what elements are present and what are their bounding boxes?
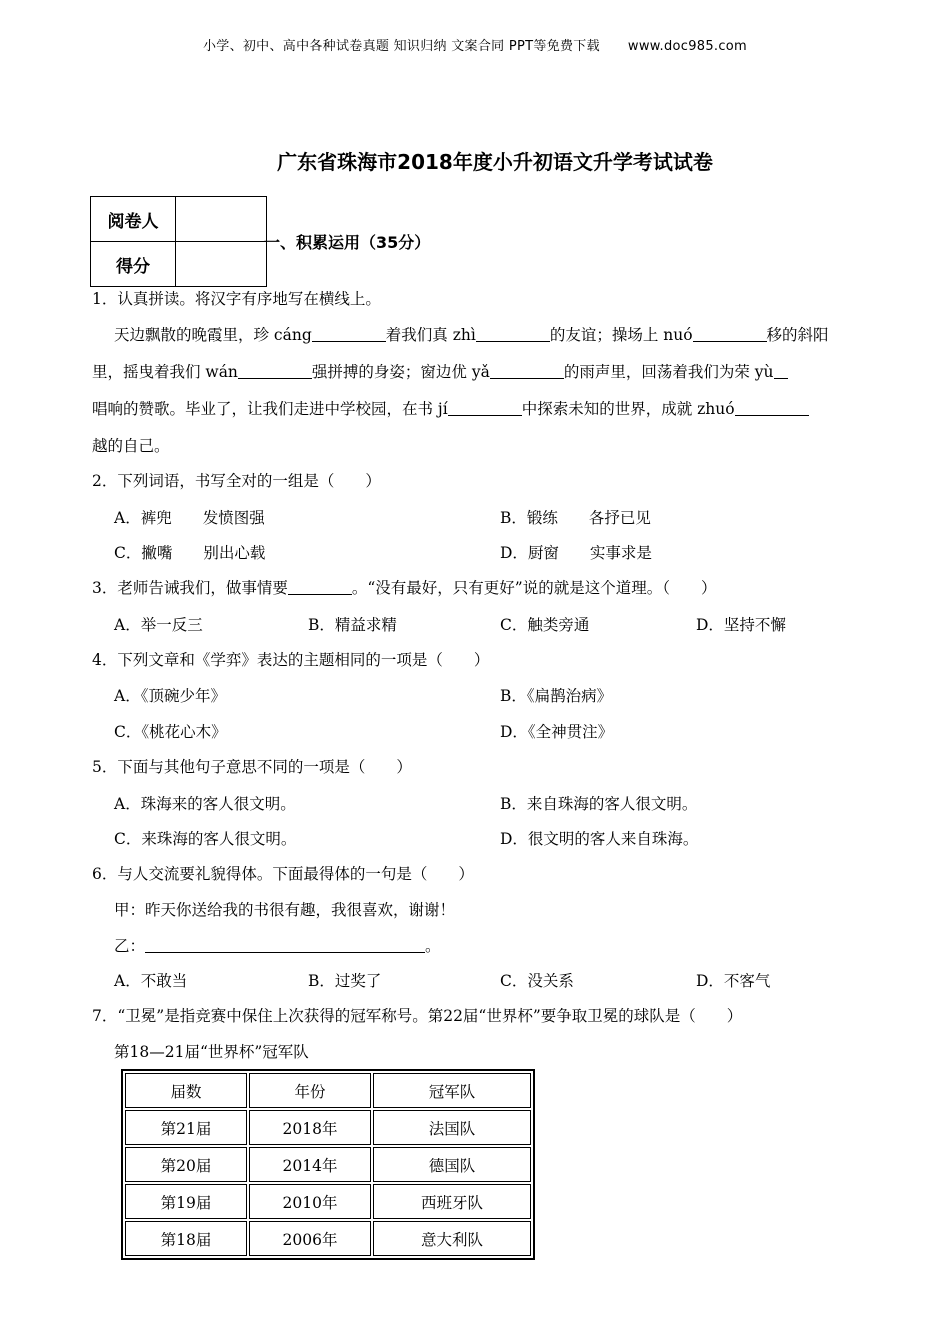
blank[interactable] [288, 579, 352, 596]
q5-option-c[interactable]: C．来珠海的客人很文明。 [114, 830, 297, 848]
page-header [0, 35, 950, 54]
score-box [90, 196, 267, 287]
q1-stem: 1．认真拼读。将汉字有序地写在横线上。 [92, 290, 381, 308]
q6-dialogue-jia: 甲：昨天你送给我的书很有趣，我很喜欢，谢谢！ [114, 901, 456, 919]
q6-option-a[interactable]: A．不敢当 [114, 972, 188, 990]
q4-option-d[interactable]: D．《全神贯注》 [500, 723, 614, 741]
header-site[interactable]: www.doc985.com [627, 39, 748, 54]
table-cell: 第19届 [125, 1184, 247, 1219]
blank[interactable] [448, 400, 522, 417]
q1-para-line3: 唱响的赞歌。毕业了，让我们走进中学校园，在书 jí 中探索未知的世界，成就 zhuó [92, 397, 809, 419]
blank[interactable] [774, 363, 788, 380]
q5-option-a[interactable]: A．珠海来的客人很文明。 [114, 795, 296, 813]
champions-table [121, 1069, 535, 1260]
table-row [125, 1147, 531, 1182]
table-row [125, 1110, 531, 1145]
table-cell: 第18届 [125, 1221, 247, 1256]
blank[interactable] [312, 326, 386, 343]
q1-para-line1: 天边飘散的晚霞里，珍 cáng 着我们真 zhì 的友谊；操场上 nuó 移的斜阳 [114, 326, 829, 344]
q1-para-line4: 越的自己。 [92, 437, 170, 455]
header-cell: 届数 [125, 1073, 247, 1108]
table-cell: 2006年 [249, 1221, 371, 1256]
answer-blank[interactable] [145, 937, 425, 954]
table-cell: 第21届 [125, 1110, 247, 1145]
q6-option-d[interactable]: D．不客气 [696, 972, 771, 990]
table-cell: 西班牙队 [373, 1184, 531, 1219]
q3-option-d[interactable]: D．坚持不懈 [696, 616, 786, 634]
q3-stem: 3．老师告诫我们，做事情要 。“没有最好，只有更好”说的就是这个道理。（ ） [92, 579, 717, 597]
q4-stem: 4．下列文章和《学弈》表达的主题相同的一项是（ ） [92, 651, 490, 669]
blank[interactable] [693, 326, 767, 343]
q5-stem: 5．下面与其他句子意思不同的一项是（ ） [92, 758, 412, 776]
q7-stem: 7．“卫冕”是指竞赛中保住上次获得的冠军称号。第22届“世界杯”要争取卫冕的球队是（ ） [92, 1007, 743, 1025]
q6-stem: 6．与人交流要礼貌得体。下面最得体的一句是（ ） [92, 865, 474, 883]
table-cell: 德国队 [373, 1147, 531, 1182]
table-header-row [125, 1073, 531, 1108]
score-label: 得分 [91, 242, 176, 287]
reviewer-label: 阅卷人 [91, 197, 176, 242]
q2-option-d[interactable]: D．厨窗 实事求是 [500, 544, 652, 562]
q6-option-b[interactable]: B．过奖了 [308, 972, 382, 990]
q2-option-a[interactable]: A．裤兜 发愤图强 [114, 509, 265, 527]
table-cell: 2014年 [249, 1147, 371, 1182]
table-row [125, 1184, 531, 1219]
q7-table-caption: 第18—21届“世界杯”冠军队 [114, 1043, 309, 1061]
q5-option-d[interactable]: D．很文明的客人来自珠海。 [500, 830, 699, 848]
blank[interactable] [238, 363, 312, 380]
q4-option-c[interactable]: C．《桃花心木》 [114, 723, 227, 741]
q1-para-line2: 里，摇曳着我们 wán 强拼搏的身姿；窗边优 yǎ 的雨声里，回荡着我们为荣 yù [92, 360, 788, 382]
table-cell: 意大利队 [373, 1221, 531, 1256]
blank[interactable] [490, 363, 564, 380]
q2-stem: 2．下列词语，书写全对的一组是（ ） [92, 472, 381, 490]
q6-dialogue-yi: 乙： 。 [114, 937, 441, 955]
q6-option-c[interactable]: C．没关系 [500, 972, 574, 990]
table-row [125, 1221, 531, 1256]
reviewer-cell [176, 197, 267, 242]
table-cell: 第20届 [125, 1147, 247, 1182]
q3-option-c[interactable]: C．触类旁通 [500, 616, 590, 634]
q3-option-b[interactable]: B．精益求精 [308, 616, 397, 634]
header-cell: 年份 [249, 1073, 371, 1108]
q2-option-b[interactable]: B．锻练 各抒已见 [500, 509, 651, 527]
header-text: 小学、初中、高中各种试卷真题 知识归纳 文案合同 PPT等免费下载 [202, 39, 600, 54]
header-cell: 冠军队 [373, 1073, 531, 1108]
q2-option-c[interactable]: C．撇嘴 别出心载 [114, 544, 266, 562]
table-cell: 2010年 [249, 1184, 371, 1219]
table-cell: 法国队 [373, 1110, 531, 1145]
table-cell: 2018年 [249, 1110, 371, 1145]
score-cell [176, 242, 267, 287]
section-heading: 一、积累运用（35分） [264, 233, 431, 252]
q4-option-a[interactable]: A．《顶碗少年》 [114, 687, 226, 705]
q4-option-b[interactable]: B．《扁鹊治病》 [500, 687, 613, 705]
blank[interactable] [735, 400, 809, 417]
q3-option-a[interactable]: A．举一反三 [114, 616, 203, 634]
q5-option-b[interactable]: B．来自珠海的客人很文明。 [500, 795, 698, 813]
page-title: 广东省珠海市2018年度小升初语文升学考试试卷 [277, 150, 713, 174]
blank[interactable] [476, 326, 550, 343]
